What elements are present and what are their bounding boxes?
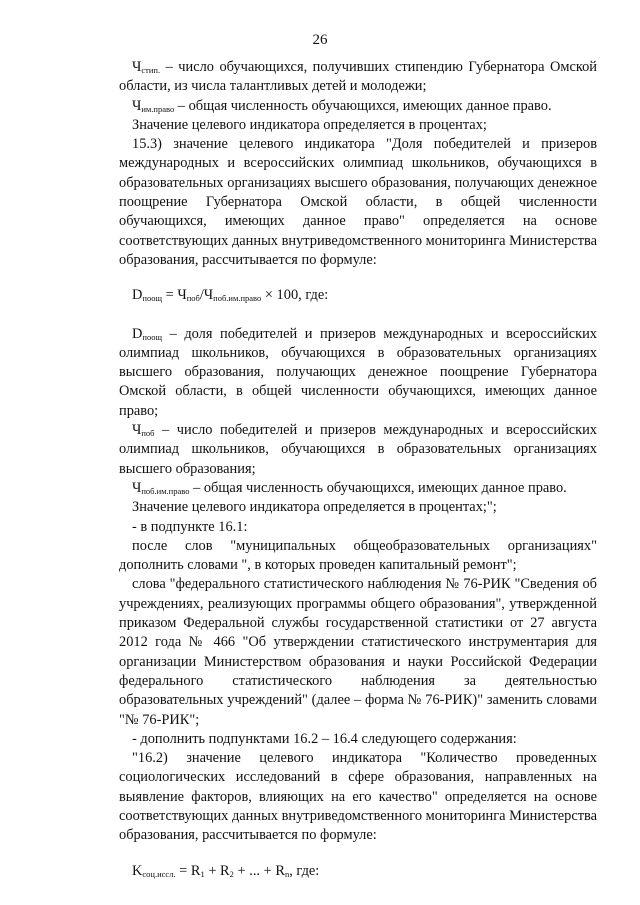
- paragraph-15-3: 15.3) значение целевого индикатора "Доля победителей и призеров международных и всероссийских олимпиад школьников, обучающихся в образовательных организациях высшего образования, получающих денежное поощрение Губернатора Омской области, в общей численности обучающихся, имеющих данное право" определяется на основе соответствующих данных внутриведомственного мониторинга Министерства образования, рассчитывается по формуле:: [119, 136, 597, 268]
- paragraph-ch-pob-def: [119, 421, 597, 479]
- formula-part: × 100, где:: [261, 287, 329, 304]
- formula-d-pooshch: [119, 286, 597, 305]
- spacer: [119, 846, 597, 862]
- symbol-subscript: поб: [141, 428, 155, 439]
- paragraph-percent-note-1: Значение целевого индикатора определяется в процентах;: [132, 116, 487, 133]
- symbol-subscript: им.право: [141, 103, 175, 114]
- paragraph-text: – доля победителей и призеров международных и всероссийских олимпиад школьников, обучающихся в образовательных организациях высшего образования, получающих денежное поощрение Губернатора Омской области, в общей численности обучающихся, имеющих данное право;: [119, 325, 597, 419]
- formula-part: + ... + R: [233, 862, 285, 879]
- formula-part: + R: [204, 862, 230, 879]
- paragraph-16-2: "16.2) значение целевого индикатора "Количество проведенных социологических исследований в сфере образования, направленных на выявление факторов, влияющих на его качество" определяется на основе соответствующих данных внутриведомственного мониторинга Министерства образования, рассчитывается по формуле:: [119, 750, 597, 844]
- paragraph-ch-pob-im-pravo-def: [119, 479, 597, 498]
- paragraph-text: – общая численность обучающихся, имеющих данное право.: [189, 479, 567, 496]
- spacer: [119, 306, 597, 325]
- formula-symbol: D: [132, 287, 143, 304]
- symbol-subscript: стип.: [141, 65, 161, 75]
- paragraph-text: – число обучающихся, получивших стипендию Губернатора Омской области, из числа талантливых детей и молодежи;: [119, 59, 597, 95]
- formula-subscript: поб: [186, 293, 200, 304]
- paragraph-text: – число победителей и призеров международных и всероссийских олимпиад школьников, обучающихся в образовательных организациях высшего образования;: [119, 422, 597, 477]
- formula-symbol: K: [132, 862, 143, 879]
- paragraph-d-pooshch-def: [119, 325, 597, 421]
- formula-subscript: n: [284, 868, 290, 879]
- spacer: [119, 270, 597, 286]
- symbol: Ч: [132, 97, 142, 114]
- paragraph-after-words: после слов "муниципальных общеобразовательных организациях" дополнить словами ", в которых проведен капитальный ремонт";: [119, 537, 597, 574]
- symbol-subscript: поощ: [142, 331, 163, 342]
- formula-part: = Ч: [162, 287, 187, 304]
- symbol: D: [132, 325, 143, 342]
- document-body: [119, 58, 597, 881]
- paragraph-add-subpoints: - дополнить подпунктами 16.2 – 16.4 следующего содержания:: [132, 730, 517, 747]
- formula-subscript: поб.им.право: [213, 293, 262, 304]
- paragraph-subpoint-16-1: - в подпункте 16.1:: [132, 518, 248, 535]
- formula-subscript: поощ: [142, 293, 163, 304]
- symbol: Ч: [132, 479, 142, 496]
- formula-subscript: соц.иссл.: [142, 868, 176, 879]
- paragraph-text: – общая численность обучающихся, имеющих данное право.: [174, 97, 552, 114]
- symbol-subscript: поб.им.право: [141, 485, 190, 496]
- paragraph-words-76-rik: слова "федерального статистического наблюдения № 76-РИК "Сведения об учреждениях, реализующих программы общего образования", утвержденной приказом Федеральной службы государственной статистики от 27 августа 2012 года № 466 "Об утверждении статистического инструментария для организации Министерством образования и науки Российской Федерации федерального статистического наблюдения за деятельностью образовательных учреждений" (далее – форма № 76-РИК)" заменить словами "№ 76-РИК";: [119, 576, 597, 728]
- formula-part: /Ч: [199, 287, 214, 304]
- page-number: 26: [312, 32, 328, 48]
- paragraph-ch-im-pravo: [119, 97, 597, 116]
- paragraph-percent-note-2: Значение целевого индикатора определяется в процентах;";: [132, 499, 497, 516]
- formula-subscript: 1: [200, 868, 205, 879]
- formula-subscript: 2: [229, 868, 234, 879]
- symbol: Ч: [132, 59, 142, 75]
- formula-part: , где:: [289, 862, 320, 879]
- formula-k-soc-issl: [119, 862, 597, 881]
- symbol: Ч: [132, 422, 142, 439]
- formula-part: = R: [175, 862, 201, 879]
- paragraph-ch-stip: [119, 58, 597, 97]
